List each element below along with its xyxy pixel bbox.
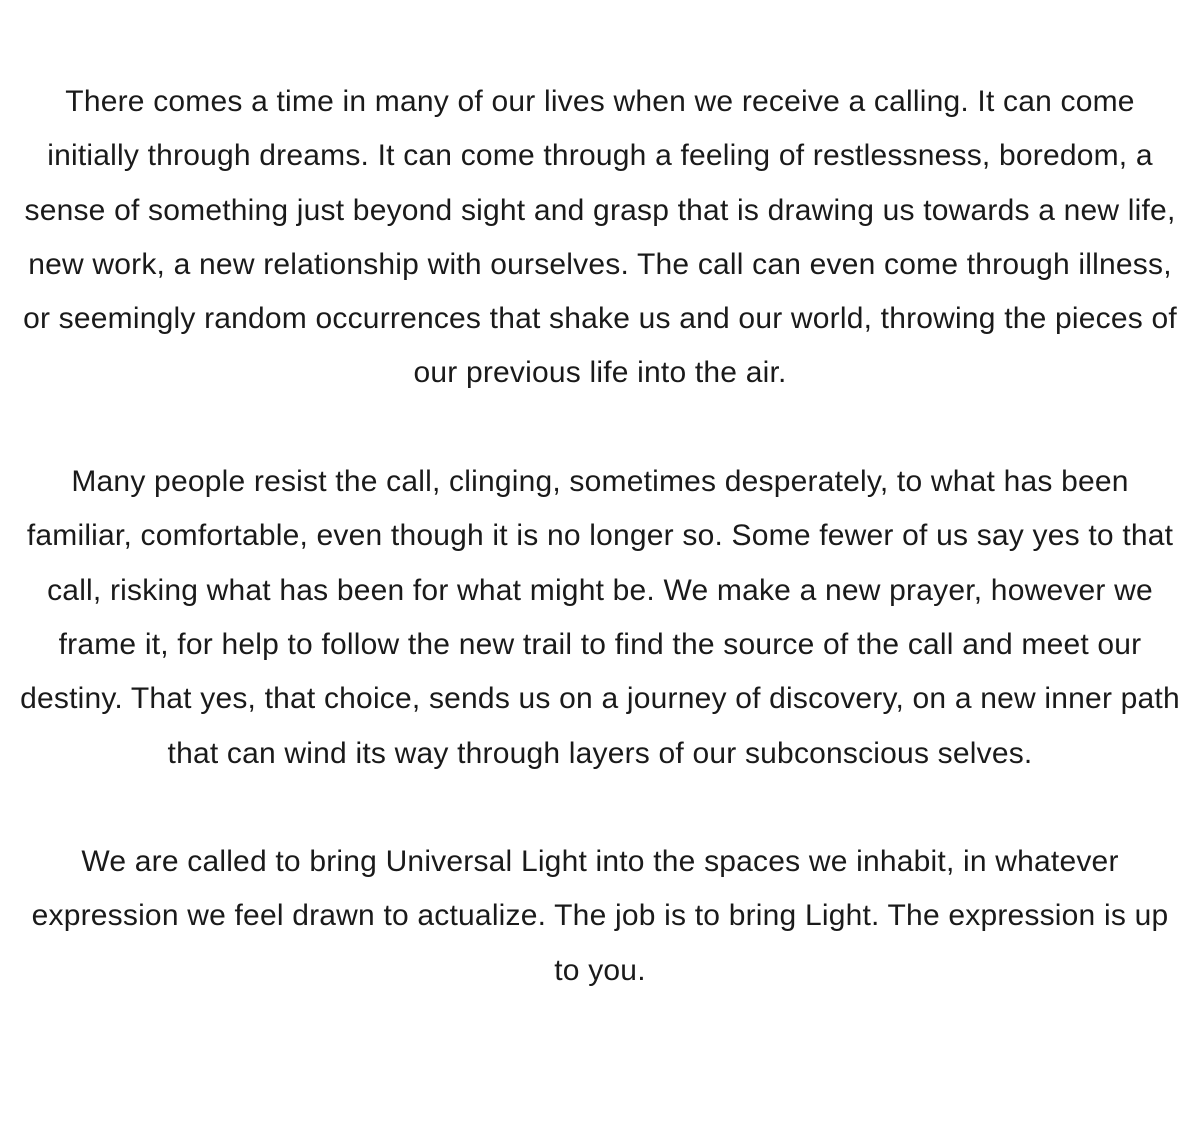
paragraph-universal-light: We are called to bring Universal Light into the spaces we inhabit, in whatever expression we feel drawn to actualize. The job is to bring Light. The expression is up to you. xyxy=(31,845,1169,987)
paragraph-calling: There comes a time in many of our lives when we receive a calling. It can come initially through dreams. It can come through a feeling of restlessness, boredom, a sense of something just beyond sight and grasp that is drawing us towards a new life, new work, a new relationship with ourselves. The call can even come through illness, or seemingly random occurrences that shake us and our world, throwing the pieces of our previous life into the air. xyxy=(23,85,1177,390)
article-body xyxy=(20,75,1180,998)
paragraph-resist-call: Many people resist the call, clinging, sometimes desperately, to what has been familiar, comfortable, even though it is no longer so. Some fewer of us say yes to that call, risking what has been for what might be. We make a new prayer, however we frame it, for help to follow the new trail to find the source of the call and meet our destiny. That yes, that choice, sends us on a journey of discovery, on a new inner path that can wind its way through layers of our subconscious selves. xyxy=(20,465,1180,770)
